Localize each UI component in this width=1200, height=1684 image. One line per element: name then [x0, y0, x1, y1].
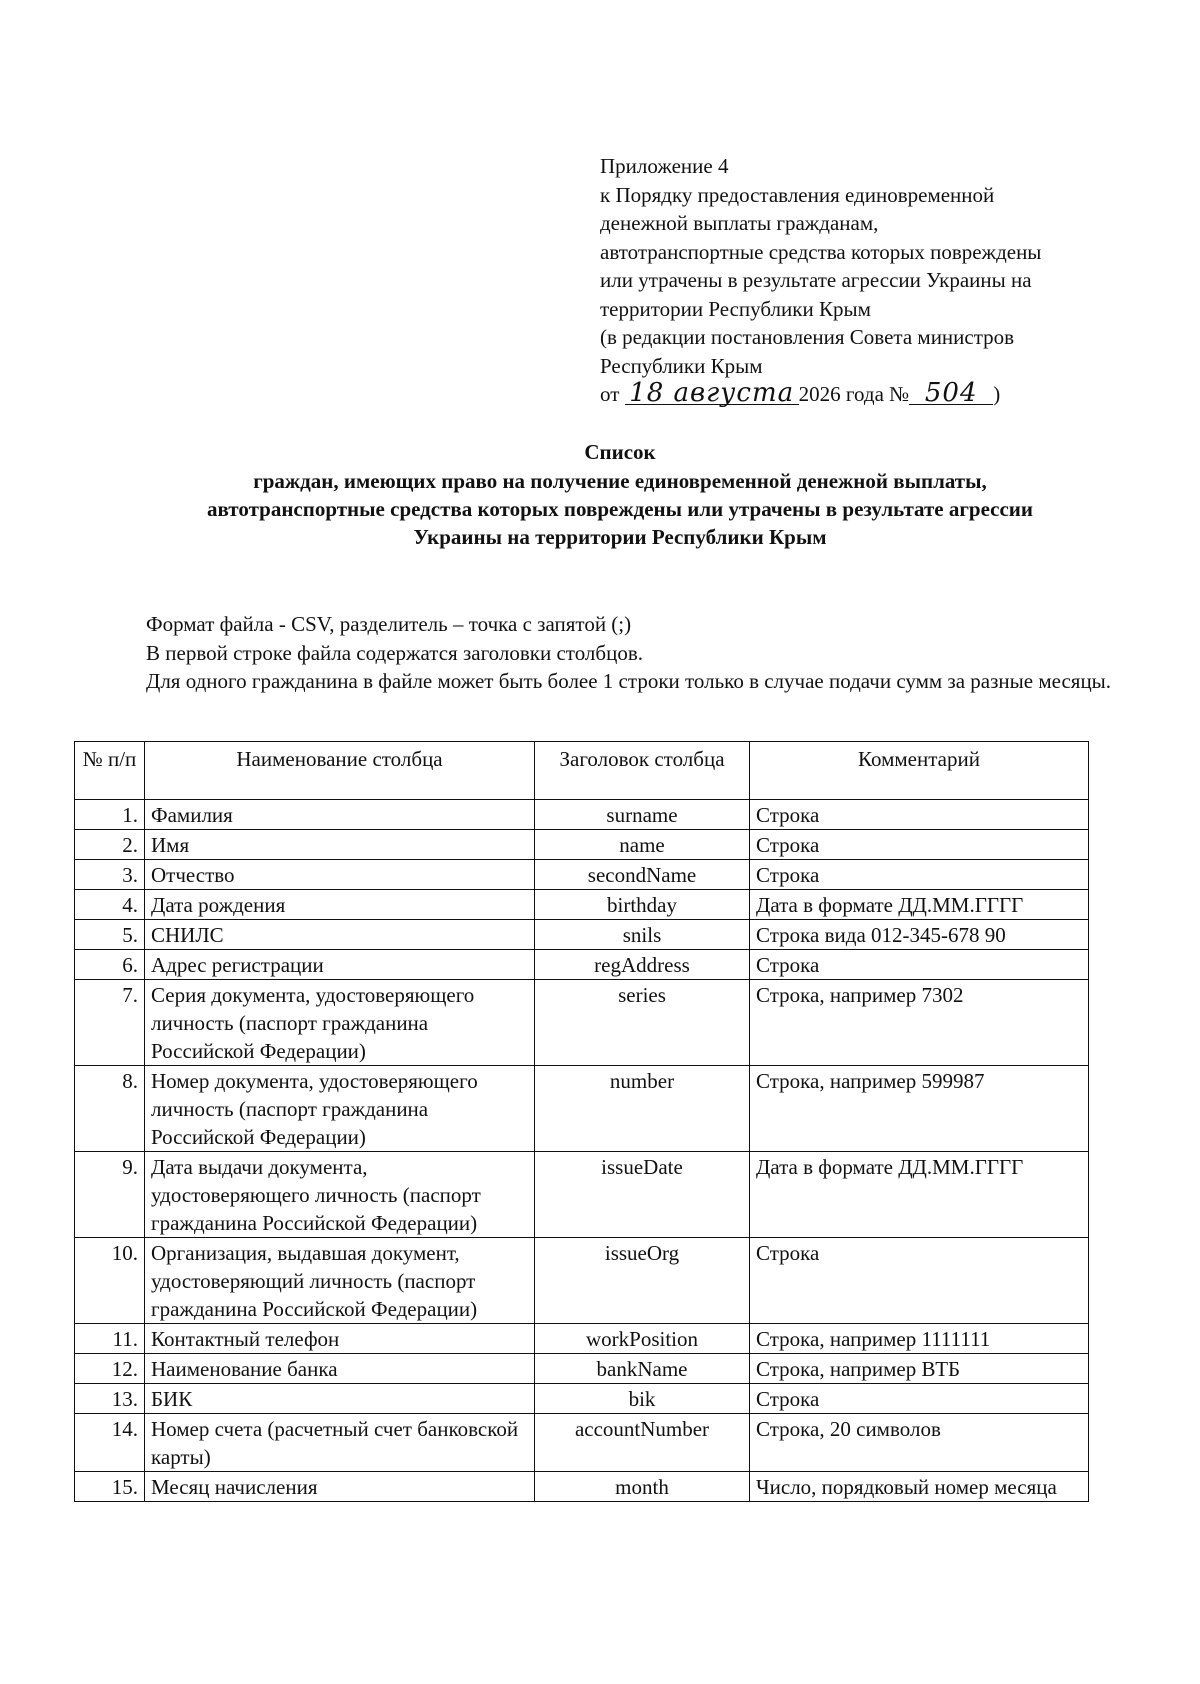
row-comment: Строка, например 599987 [750, 1066, 1089, 1152]
appendix-line: Республики Крым [600, 353, 763, 378]
appendix-line: территории Республики Крым [600, 296, 871, 321]
row-column-header: month [535, 1472, 750, 1502]
row-column-header: snils [535, 920, 750, 950]
table-row [75, 1414, 1089, 1472]
closing-paren: ) [993, 382, 1001, 406]
document-subtitle-line: автотранспортные средства которых повреждены или утрачены в результате агрессии [206, 497, 1034, 521]
document-subtitle-line: граждан, имеющих право на получение единовременной денежной выплаты, [253, 469, 987, 493]
row-comment: Число, порядковый номер месяца [750, 1472, 1089, 1502]
table-row [75, 1472, 1089, 1502]
row-column-name: Отчество [145, 860, 535, 890]
row-number: 12. [75, 1354, 145, 1384]
row-comment: Строка, 20 символов [750, 1414, 1089, 1472]
row-number: 8. [75, 1066, 145, 1152]
row-number: 4. [75, 890, 145, 920]
row-column-name: Дата выдачи документа, удостоверяющего личность (паспорт гражданина Российской Федерации) [145, 1152, 535, 1238]
row-number: 11. [75, 1324, 145, 1354]
row-column-name: Имя [145, 830, 535, 860]
row-number: 15. [75, 1472, 145, 1502]
columns-table [74, 741, 1089, 1502]
appendix-line: денежной выплаты гражданам, [600, 211, 879, 235]
row-number: 14. [75, 1414, 145, 1472]
appendix-line: автотранспортные средства которых повреждены [600, 239, 1042, 264]
table-row [75, 890, 1089, 920]
row-column-name: Наименование банка [145, 1354, 535, 1384]
row-comment: Строка [750, 800, 1089, 830]
document-subtitle-line: Украины на территории Республики Крым [413, 525, 827, 549]
row-column-header: bik [535, 1384, 750, 1414]
row-column-name: Контактный телефон [145, 1324, 535, 1354]
row-number: 6. [75, 950, 145, 980]
intro-line: Формат файла - CSV, разделитель – точка с запятой (;) [146, 612, 632, 636]
row-column-header: workPosition [535, 1324, 750, 1354]
table-row [75, 1354, 1089, 1384]
row-comment: Строка [750, 950, 1089, 980]
appendix-block [600, 152, 1120, 409]
date-prefix: от [600, 382, 620, 406]
table-row [75, 1238, 1089, 1324]
table-row [75, 860, 1089, 890]
table-row [75, 1066, 1089, 1152]
row-column-header: regAddress [535, 950, 750, 980]
appendix-line: к Порядку предоставления единовременной [600, 182, 995, 207]
row-column-header: birthday [535, 890, 750, 920]
table-row [75, 980, 1089, 1066]
table-row [75, 800, 1089, 830]
row-number: 7. [75, 980, 145, 1066]
row-column-header: series [535, 980, 750, 1066]
row-column-header: accountNumber [535, 1414, 750, 1472]
table-row [75, 1384, 1089, 1414]
table-row [75, 1152, 1089, 1238]
row-number: 1. [75, 800, 145, 830]
row-comment: Дата в формате ДД.ММ.ГГГГ [750, 890, 1089, 920]
row-comment: Строка, например ВТБ [750, 1354, 1089, 1384]
row-number: 13. [75, 1384, 145, 1414]
row-number: 3. [75, 860, 145, 890]
row-number: 10. [75, 1238, 145, 1324]
row-comment: Дата в формате ДД.ММ.ГГГГ [750, 1152, 1089, 1238]
row-comment: Строка [750, 830, 1089, 860]
row-column-name: Адрес регистрации [145, 950, 535, 980]
resolution-date-line [600, 380, 1120, 409]
row-column-name: Месяц начисления [145, 1472, 535, 1502]
row-column-name: БИК [145, 1384, 535, 1414]
appendix-line: (в редакции постановления Совета министров [600, 325, 1015, 349]
intro-line: В первой строке файла содержатся заголовки столбцов. [146, 640, 643, 665]
intro-line: Для одного гражданина в файле может быть более 1 строки только в случае подачи сумм за разные месяцы. [146, 669, 1112, 693]
row-number: 5. [75, 920, 145, 950]
row-comment: Строка [750, 1238, 1089, 1324]
row-number: 2. [75, 830, 145, 860]
row-column-name: Номер счета (расчетный счет банковской карты) [145, 1414, 535, 1472]
year-text: 2026 года № [798, 382, 910, 406]
row-number: 9. [75, 1152, 145, 1238]
row-comment: Строка, например 1111111 [750, 1324, 1089, 1354]
row-column-name: Серия документа, удостоверяющего личность (паспорт гражданина Российской Федерации) [145, 980, 535, 1066]
row-column-header: name [535, 830, 750, 860]
table-row [75, 830, 1089, 860]
row-column-name: Организация, выдавшая документ, удостоверяющий личность (паспорт гражданина Российской Федерации) [145, 1238, 535, 1324]
appendix-line: или утрачены в результате агрессии Украины на [600, 268, 1032, 292]
intro-block [146, 610, 1126, 696]
row-comment: Строка [750, 1384, 1089, 1414]
header-comment: Комментарий [750, 742, 1089, 800]
table-row [75, 920, 1089, 950]
header-number: № п/п [75, 742, 145, 800]
row-column-name: Дата рождения [145, 890, 535, 920]
table-header-row [75, 742, 1089, 800]
row-column-header: surname [535, 800, 750, 830]
row-column-header: bankName [535, 1354, 750, 1384]
header-column-header: Заголовок столбца [535, 742, 750, 800]
row-column-header: issueDate [535, 1152, 750, 1238]
appendix-line: Приложение 4 [600, 154, 729, 178]
document-heading: Список [584, 440, 656, 464]
row-column-name: СНИЛС [145, 920, 535, 950]
table-row [75, 1324, 1089, 1354]
handwritten-number: 504 [909, 382, 993, 405]
row-comment: Строка, например 7302 [750, 980, 1089, 1066]
row-column-header: issueOrg [535, 1238, 750, 1324]
handwritten-date: 18 августа [625, 382, 799, 405]
header-column-name: Наименование столбца [145, 742, 535, 800]
table-row [75, 950, 1089, 980]
row-column-name: Фамилия [145, 800, 535, 830]
row-column-header: secondName [535, 860, 750, 890]
row-column-header: number [535, 1066, 750, 1152]
row-comment: Строка [750, 860, 1089, 890]
row-comment: Строка вида 012-345-678 90 [750, 920, 1089, 950]
row-column-name: Номер документа, удостоверяющего личность (паспорт гражданина Российской Федерации) [145, 1066, 535, 1152]
